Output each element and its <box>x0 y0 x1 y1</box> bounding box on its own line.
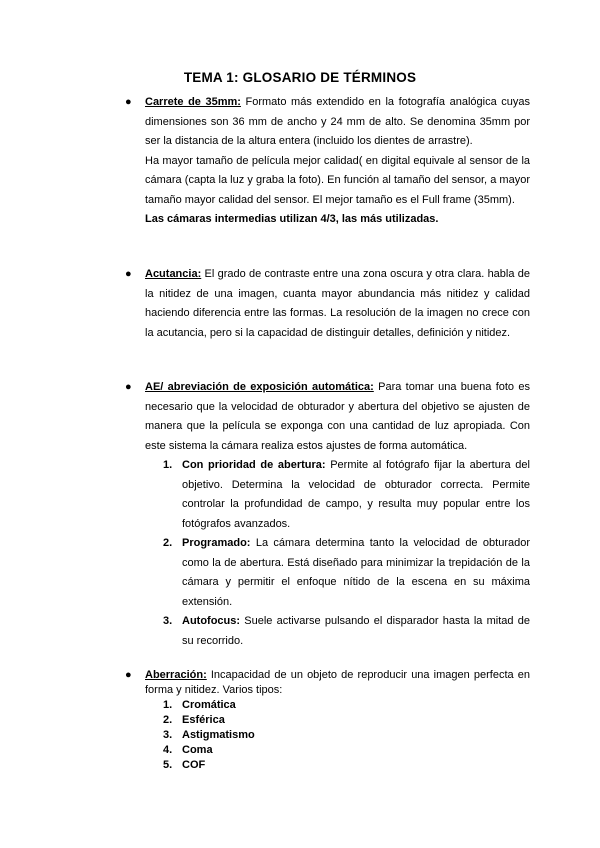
item-label: Cromática <box>182 699 236 711</box>
glossary-entry-acutancia <box>125 265 530 343</box>
list-item <box>145 743 530 758</box>
glossary-entry-carrete <box>125 93 530 230</box>
list-number: 3. <box>163 615 173 627</box>
list-number: 1. <box>163 459 173 471</box>
item-text: Suele activarse pulsando el disparador hasta la mitad de su recorrido. <box>182 615 530 647</box>
entry-text: Incapacidad de un objeto de reproducir una imagen perfecta en forma y nitidez. Varios tipos: <box>145 669 530 696</box>
list-number: 1. <box>163 699 173 711</box>
item-label: COF <box>182 759 206 771</box>
aberration-types-list <box>145 698 530 773</box>
list-item <box>145 612 530 651</box>
list-number: 3. <box>163 729 173 741</box>
item-label: Coma <box>182 744 213 756</box>
list-item <box>145 713 530 728</box>
list-item <box>145 534 530 612</box>
list-item <box>145 728 530 743</box>
item-label: Astigmatismo <box>182 729 255 741</box>
entry-text: Formato más extendido en la fotografía analógica cuyas dimensiones son 36 mm de ancho y 24 mm de alto. Se denomina 35mm por ser la distancia de la altura entera (incluido los dientes de arrastre). <box>145 96 530 147</box>
glossary-entry-ae <box>125 378 530 651</box>
entry-paragraph <box>145 378 530 456</box>
entry-term: Aberración: <box>145 669 207 681</box>
item-term: Autofocus: <box>182 615 241 627</box>
item-label: Esférica <box>182 714 225 726</box>
bullet-icon: ● <box>125 268 132 280</box>
list-number: 2. <box>163 537 173 549</box>
entry-bold-note: Las cámaras intermedias utilizan 4/3, las más utilizadas. <box>145 213 439 225</box>
bullet-icon: ● <box>125 96 132 108</box>
list-number: 2. <box>163 714 173 726</box>
entry-text: El grado de contraste entre una zona oscura y otra clara. habla de la nitidez de una imagen, cuanta mayor abundancia más nitidez y calidad haciendo diferencia entre las formas. La resolución de la imagen no crece con la acutancia, pero si la capacidad de distinguir detalles, definición y nitidez. <box>145 268 530 339</box>
bullet-icon: ● <box>125 669 132 681</box>
entry-term: Acutancia: <box>145 268 202 280</box>
item-text: La cámara determina tanto la velocidad de obturador como la de abertura. Está diseñado para minimizar la trepidación de la cámara y permitir el enfoque nítido de la escena en su máxima extensión. <box>182 537 530 608</box>
entry-paragraph <box>145 265 530 343</box>
entry-paragraph <box>145 93 530 152</box>
list-item <box>145 698 530 713</box>
list-number: 4. <box>163 744 173 756</box>
item-term: Con prioridad de abertura: <box>182 459 326 471</box>
ae-modes-list <box>145 456 530 651</box>
item-term: Programado: <box>182 537 251 549</box>
entry-text: Para tomar una buena foto es necesario que la velocidad de obturador y abertura del objetivo se ajusten de manera que la película se exponga con una cantidad de luz apropiada. Con este sistema la cámara realiza estos ajustes de forma automática. <box>145 381 530 452</box>
list-number: 5. <box>163 759 173 771</box>
list-item <box>145 758 530 773</box>
list-item <box>145 456 530 534</box>
entry-paragraph-2: Ha mayor tamaño de película mejor calidad( en digital equivale al sensor de la cámara (capta la luz y graba la foto). En función al tamaño del sensor, a mayor tamaño mayor calidad del sensor. El mejor tamaño es el Full frame (35mm). <box>145 154 530 206</box>
entry-paragraph <box>145 668 530 698</box>
glossary-entry-aberracion <box>125 668 530 773</box>
entry-term: AE/ abreviación de exposición automática: <box>145 381 374 393</box>
item-text: Permite al fotógrafo fijar la abertura del objetivo. Determina la velocidad de obturador correcta. Permite controlar la profundidad de campo, y resulta muy popular entre los fotógrafos avanzados. <box>182 459 530 530</box>
bullet-icon: ● <box>125 381 132 393</box>
entry-term: Carrete de 35mm: <box>145 96 241 108</box>
page-title: TEMA 1: GLOSARIO DE TÉRMINOS <box>183 70 417 85</box>
